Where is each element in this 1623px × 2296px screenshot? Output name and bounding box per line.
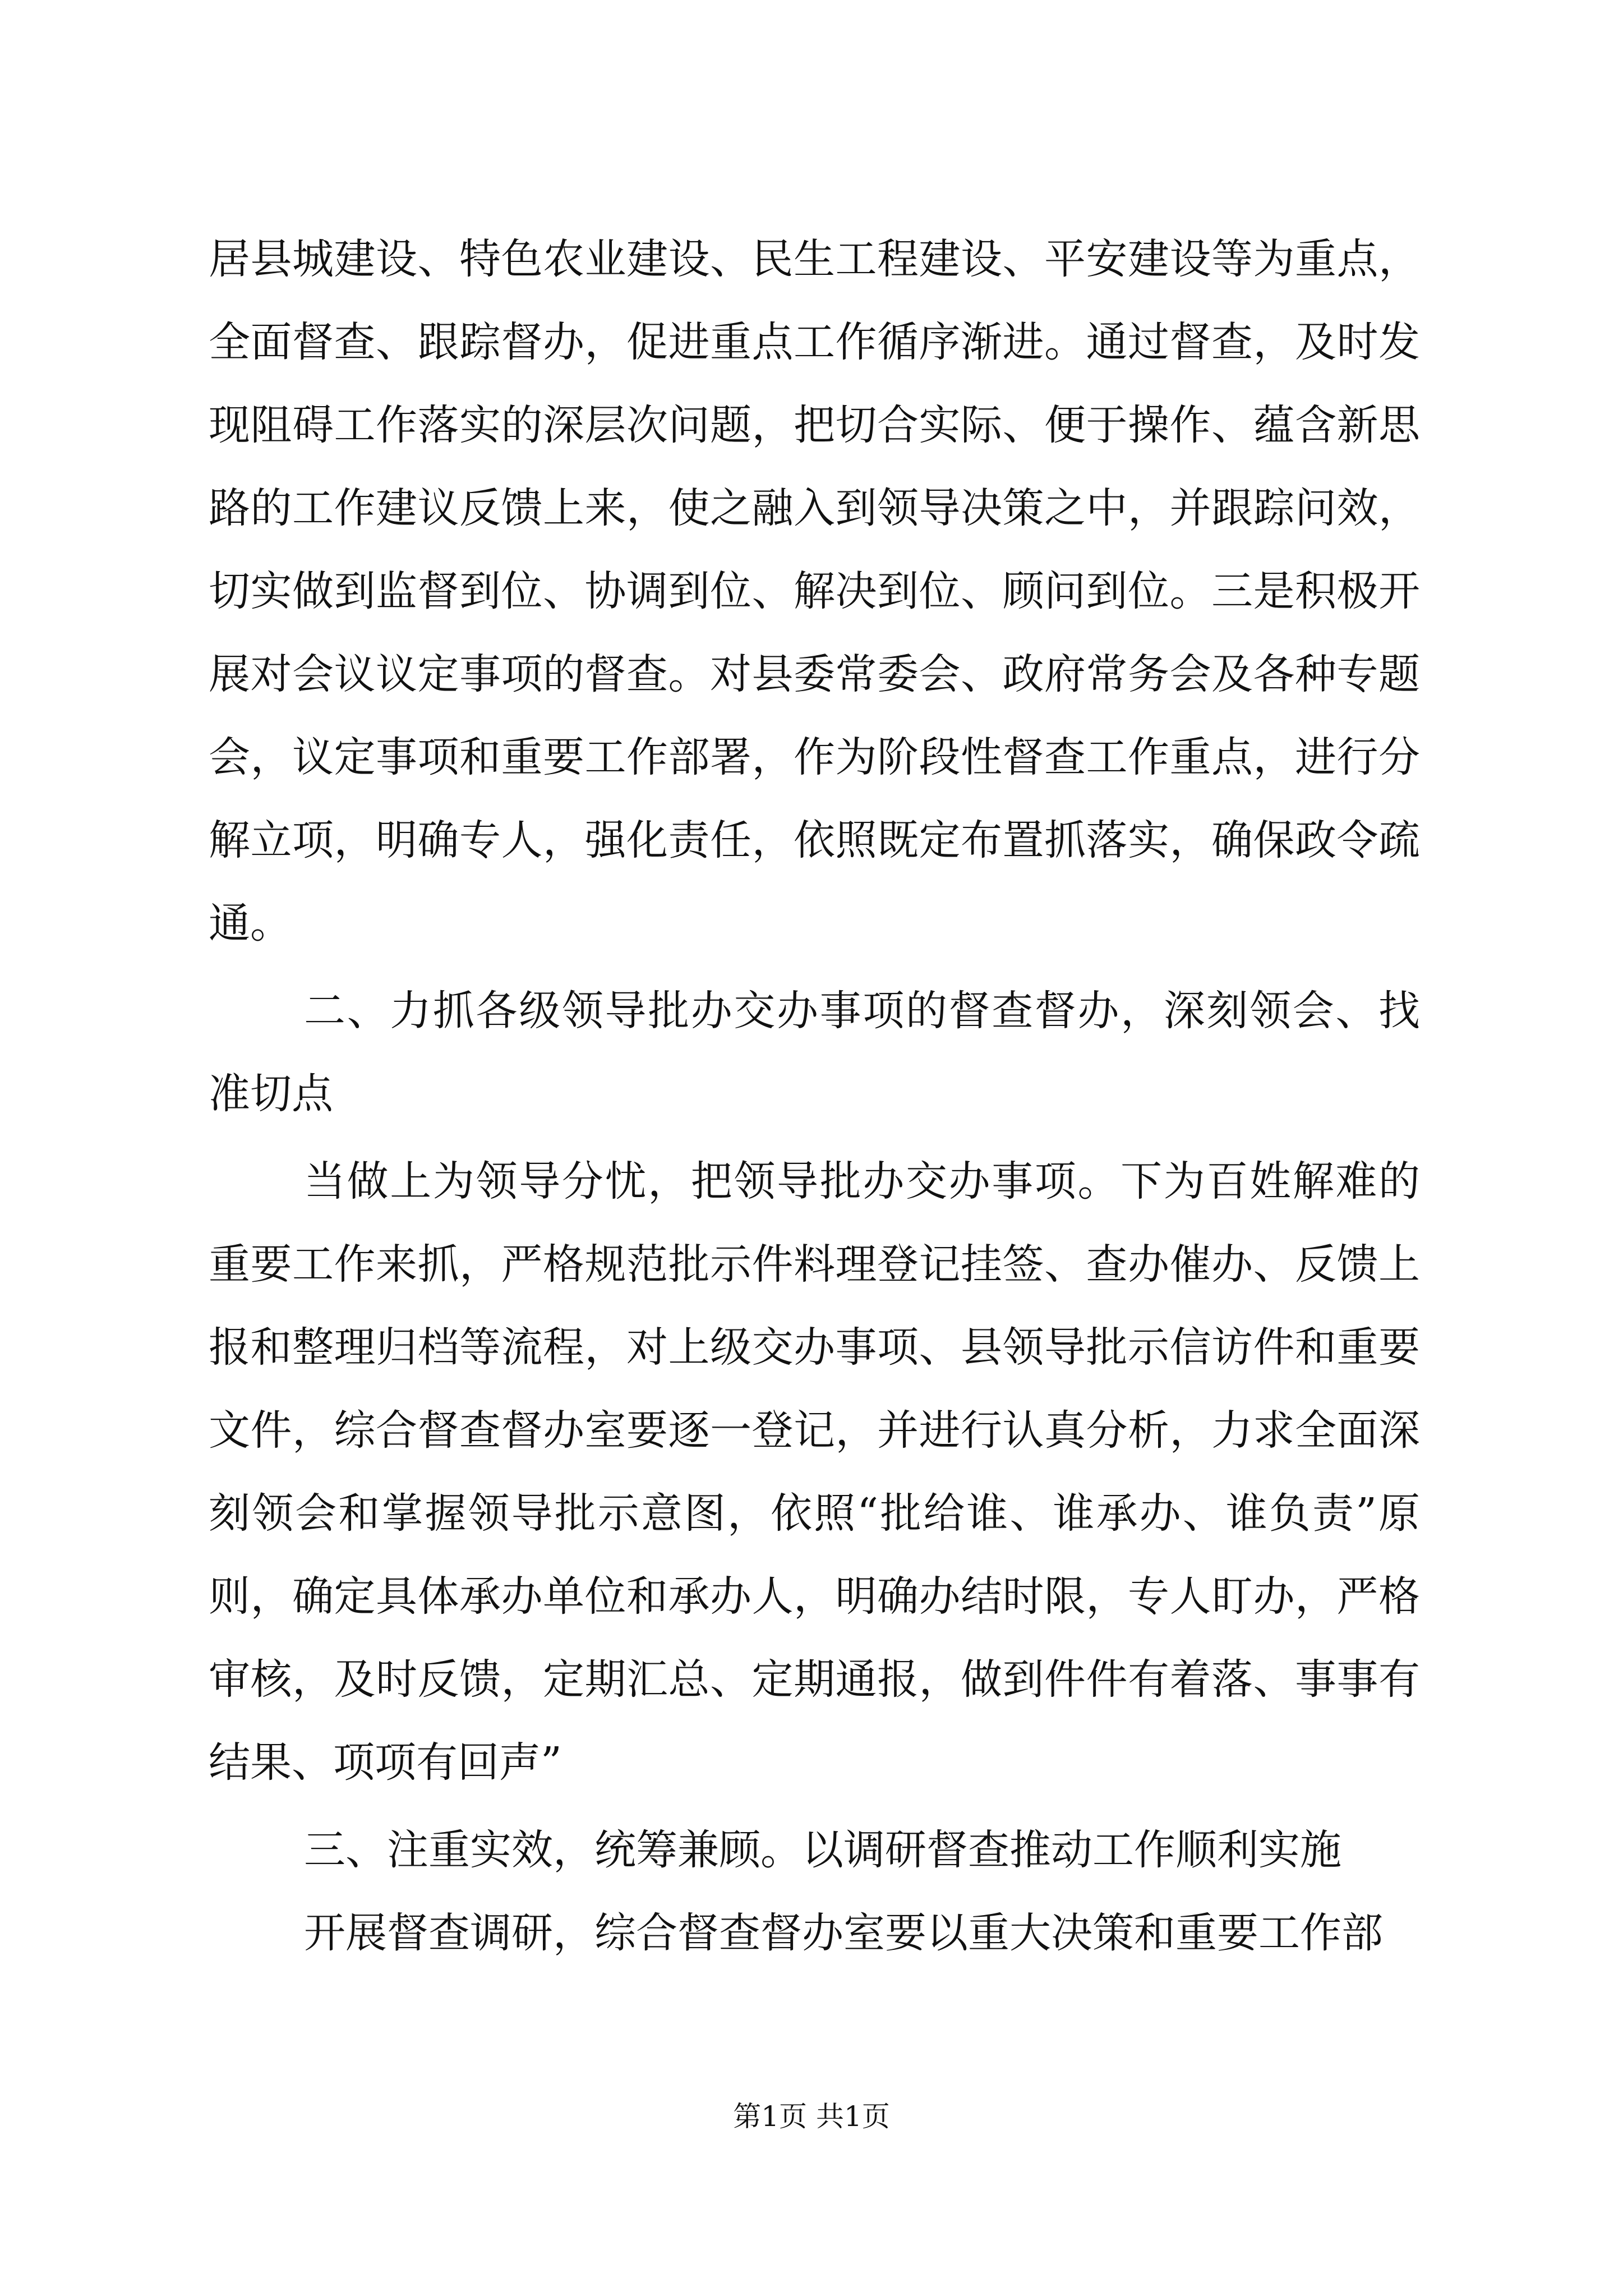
section-heading-two: 二、力抓各级领导批办交办事项的督查督办，深刻领会、找准切点 — [209, 987, 1420, 1118]
paragraph-continued: 居县城建设、特色农业建设、民生工程建设、平安建设等为重点，全面督查、跟踪督办，促进重点工作循序渐进。通过督查，及时发现阻碍工作落实的深层次问题，把切合实际、便于操作、蕴含新思路的工作建议反馈上来，使之融入到领导决策之中，并跟踪问效，切实做到监督到位、协调到位、解决到位、顾问到位。三是积极开展对会议议定事项的督查。对县委常委会、政府常务会及各种专题会，议定事项和重要工作部署，作为阶段性督查工作重点，进行分解立项，明确专人，强化责任，依照既定布置抓落实，确保政令疏通。 — [209, 235, 1420, 947]
paragraph-section-three: 开展督查调研，综合督查督办室要以重大决策和重要工作部 — [304, 1909, 1383, 1957]
page-footer: 第1页 共1页 — [733, 2100, 890, 2133]
section-heading-three: 三、注重实效，统筹兼顾。以调研督查推动工作顺利实施 — [304, 1826, 1341, 1874]
paragraph-section-two: 当做上为领导分忧，把领导批办交办事项。下为百姓解难的重要工作来抓，严格规范批示件料理登记挂签、查办催办、反馈上报和整理归档等流程，对上级交办事项、县领导批示信访件和重要文件，综合督查督办室要逐一登记，并进行认真分析，力求全面深刻领会和掌握领导批示意图，依照“批给谁、谁承办、谁负责”原则，确定具体承办单位和承办人，明确办结时限，专人盯办，严格审核，及时反馈，定期汇总、定期通报，做到件件有着落、事事有结果、项项有回声” — [209, 1157, 1420, 1787]
document-body — [209, 218, 1420, 1975]
